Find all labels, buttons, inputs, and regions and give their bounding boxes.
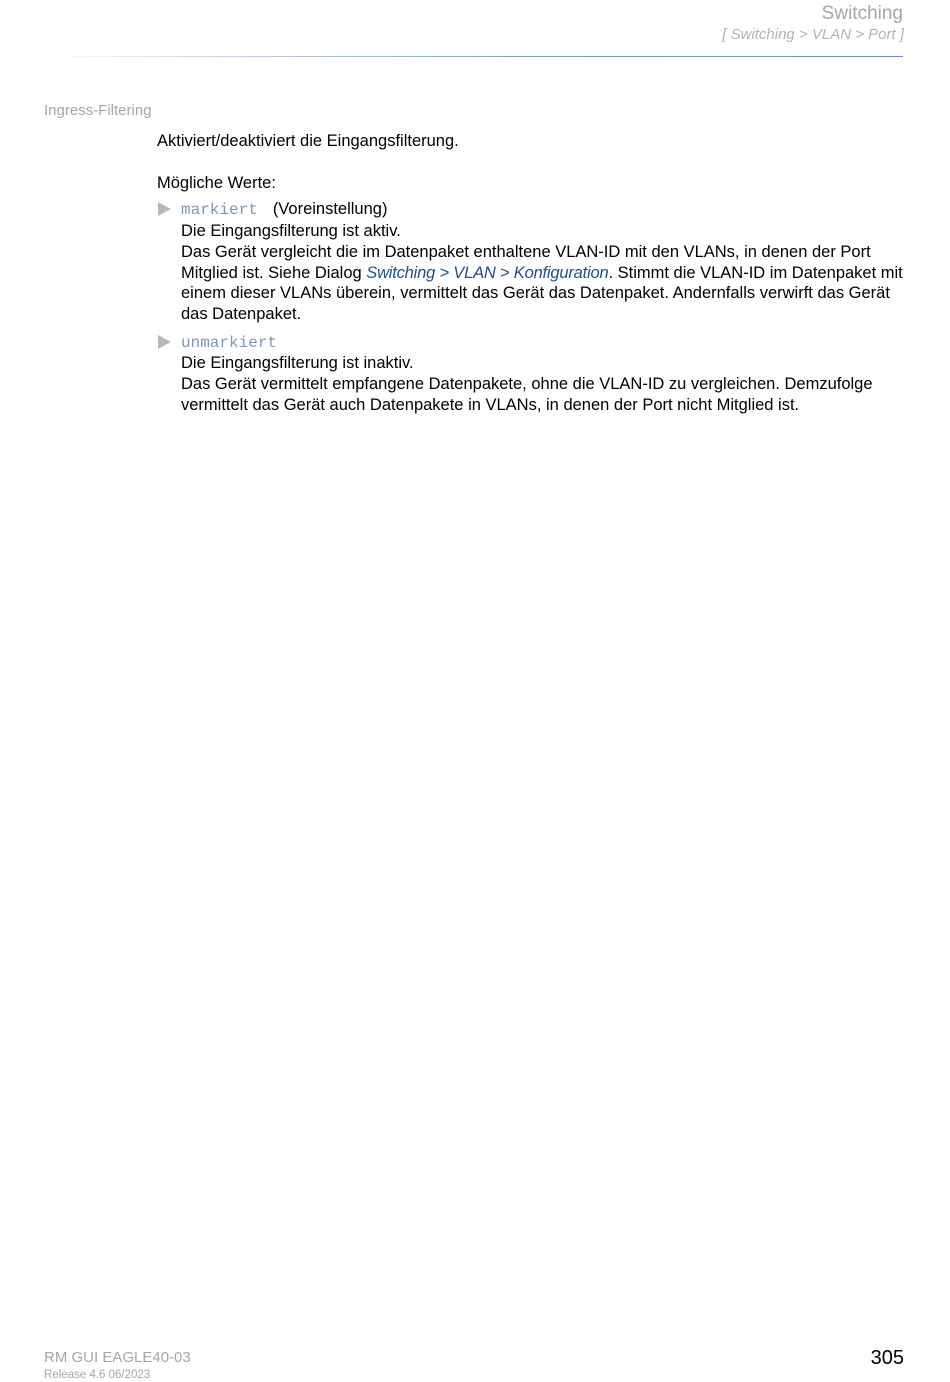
dialog-link[interactable]: Switching > VLAN > Konfiguration	[366, 263, 609, 282]
value-detail	[181, 242, 907, 325]
page-header-breadcrumb: [ Switching > VLAN > Port ]	[722, 26, 904, 43]
page-header-title: Switching	[821, 3, 903, 24]
footer-release: Release 4.6 06/2023	[44, 1369, 151, 1381]
value-summary: Die Eingangsfilterung ist inaktiv.	[181, 354, 414, 373]
triangle-bullet-icon	[158, 335, 171, 349]
value-item-unmarkiert	[157, 332, 907, 416]
parameter-content	[157, 131, 907, 422]
value-code: markiert	[181, 201, 258, 220]
possible-values-heading: Mögliche Werte:	[157, 173, 276, 192]
value-item-markiert	[157, 199, 907, 324]
parameter-description: Aktiviert/deaktiviert die Eingangsfilterung.	[157, 132, 459, 150]
triangle-bullet-icon	[158, 202, 171, 216]
value-detail: Das Gerät vermittelt empfangene Datenpakete, ohne die VLAN-ID zu vergleichen. Demzufolge vermittelt das Gerät auch Datenpakete in VLANs, in denen der Port nicht Mitglied ist.	[181, 375, 873, 414]
value-title-line	[181, 199, 907, 221]
header-divider	[50, 56, 903, 57]
value-detail-text: Das Gerät vergleicht die im Datenpaket enthaltene VLAN-ID mit den VLANs, in denen der Port Mitglied ist. Siehe Dialog	[181, 242, 871, 282]
value-detail-text-continued: . Stimmt die VLAN-ID im Datenpaket mit einem dieser VLANs überein, vermittelt das Gerät das Datenpaket. Andernfalls verwirft das Gerät das Datenpaket.	[181, 263, 903, 323]
parameter-name: Ingress-Filtering	[44, 102, 152, 119]
footer-document-title: RM GUI EAGLE40-03	[44, 1349, 191, 1366]
default-note: (Voreinstellung)	[272, 200, 388, 219]
value-summary: Die Eingangsfilterung ist aktiv.	[181, 222, 401, 241]
page-number: 305	[870, 1347, 904, 1369]
value-title-line	[181, 332, 907, 354]
value-code: unmarkiert	[181, 333, 278, 352]
